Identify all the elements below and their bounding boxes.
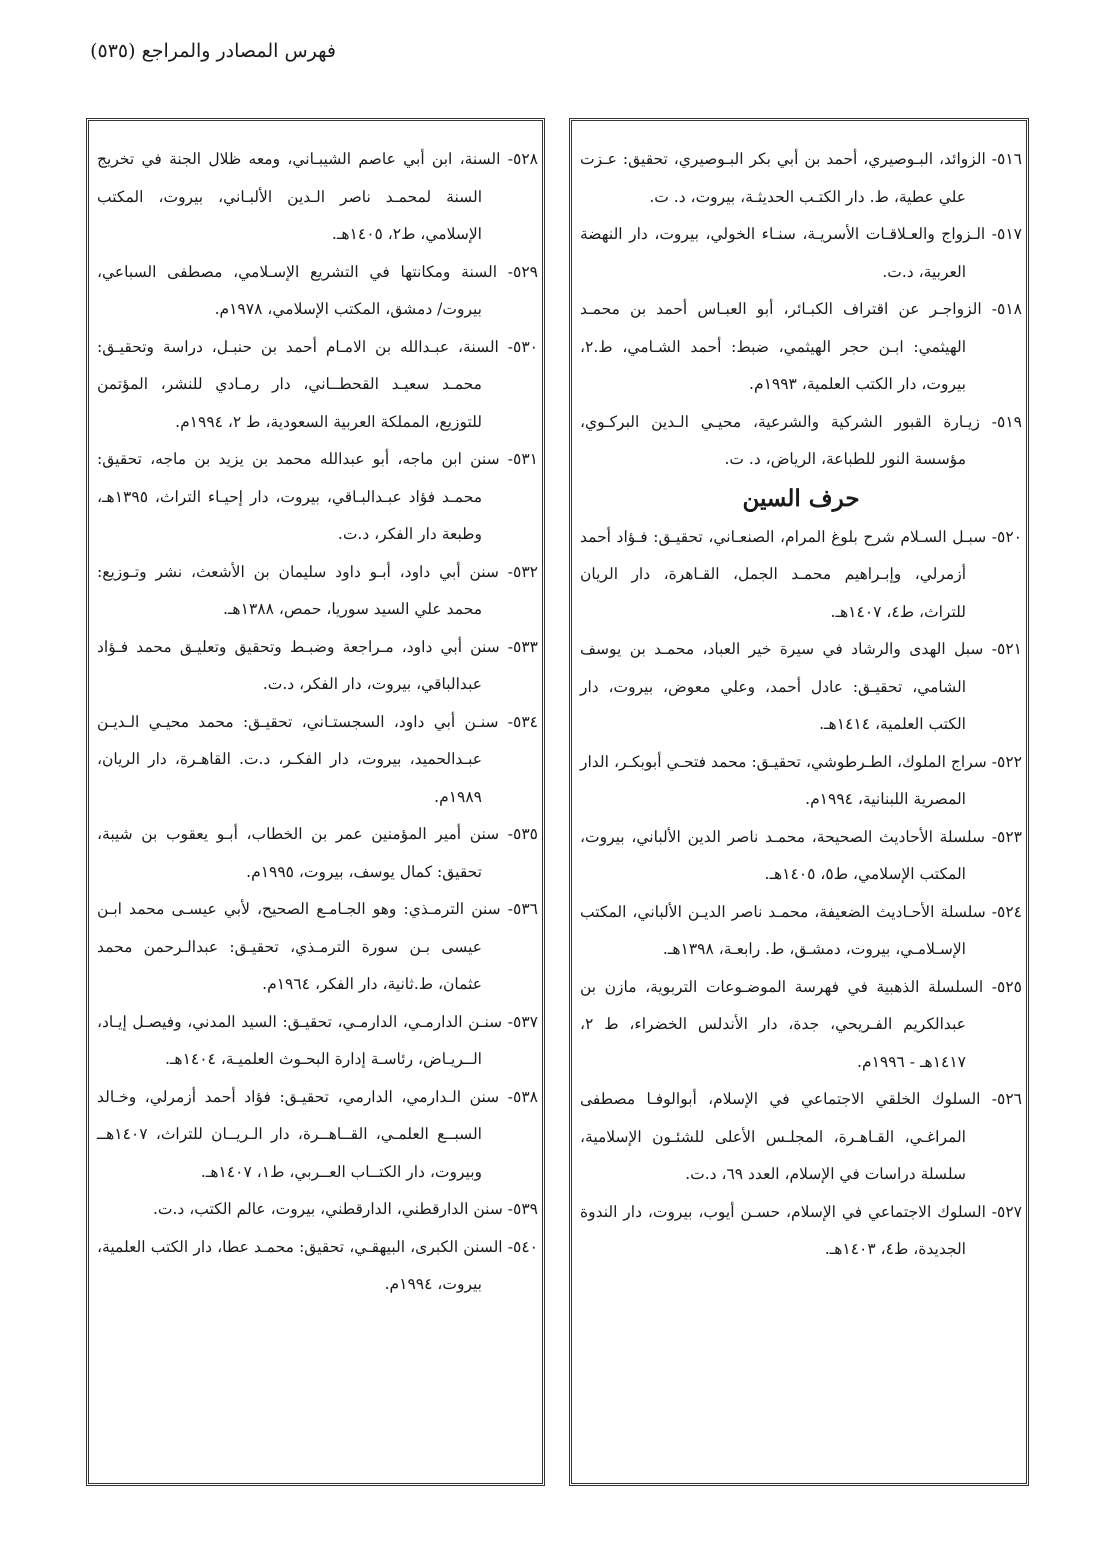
entry-number: ٥١٦- xyxy=(991,150,1022,168)
bibliography-entry xyxy=(580,404,1022,479)
entry-number: ٥٣٩- xyxy=(507,1200,538,1218)
entry-number: ٥٣٦- xyxy=(507,900,538,918)
entry-number: ٥٣٢- xyxy=(507,562,538,581)
entry-number: ٥٣١- xyxy=(507,450,538,468)
entry-text: سنن أبي داود، مـراجعة وضبـط وتحقيق وتعليـق محمد فـؤاد عبدالباقي، بيروت، دار الفكر، د.ت. xyxy=(97,637,500,693)
entry-text: السنة ومكانتها في التشريع الإسـلامي، مصطفى السباعي، بيروت/ دمشق، المكتب الإسلامي، ١٩٧٨م. xyxy=(97,262,498,318)
entry-text: سلسلة الأحاديث الصحيحة، محمـد ناصر الدين الألباني، بيروت، المكتب الإسلامي، ط٥، ١٤٠٥هـ. xyxy=(580,827,986,883)
bibliography-entry xyxy=(97,329,538,442)
entry-number: ٥٢٩- xyxy=(507,262,538,281)
entry-number: ٥٣٤- xyxy=(507,712,538,731)
bibliography-entry xyxy=(580,894,1022,969)
bibliography-entry xyxy=(97,1191,538,1229)
entry-number: ٥٣٠- xyxy=(507,337,538,356)
entry-text: سلسلة الأحـاديث الضعيفة، محمـد ناصر الديـن الألباني، المكتب الإسـلامـي، بيروت، دمشـق، ط. رابعـة، ١٣٩٨هـ. xyxy=(580,902,986,958)
entry-number: ٥٤٠- xyxy=(507,1237,538,1256)
entry-text: سنن الدارقطني، الدارقطني، بيروت، عالم الكتب، د.ت. xyxy=(152,1200,503,1218)
entry-number: ٥٢٧- xyxy=(991,1202,1022,1221)
section-heading: حرف السين xyxy=(742,484,860,512)
bibliography-entry xyxy=(97,254,538,329)
bibliography-entry xyxy=(97,704,538,817)
right-column-content xyxy=(580,141,1022,1269)
entry-text: سبل الهدى والرشاد في سيرة خير العباد، محمـد بن يوسف الشامي، تحقيـق: عادل أحمد، وعلي معوض، بيروت، دار الكتب العلمية، ١٤١٤هـ. xyxy=(580,640,984,733)
right-column xyxy=(569,118,1029,1486)
entry-number: ٥٢٥- xyxy=(991,977,1022,996)
bibliography-entry xyxy=(580,291,1022,404)
entry-text: سنن أمير المؤمنين عمر بن الخطاب، أبـو يعقوب بن شيبة، تحقيق: كمال يوسف، بيروت، ١٩٩٥م. xyxy=(97,825,500,881)
entry-number: ٥٣٨- xyxy=(507,1087,538,1106)
entry-text: سنن أبي داود، أبـو داود سليمان بن الأشعث، نشر وتـوزيع: محمد علي السيد سوريا، حمص، ١٣٨٨هـ. xyxy=(97,562,499,618)
entry-text: الـزواج والعـلاقـات الأسريـة، سنـاء الخولي، بيروت، دار النهضة العربية، د.ت. xyxy=(580,225,986,281)
bibliography-entry xyxy=(97,141,538,254)
entry-text: سنن ابن ماجه، أبو عبدالله محمد بن يزيد بن ماجه، تحقيق: محمـد فؤاد عبـدالبـاقي، بيروت، دار إحيـاء التراث، ١٣٩٥هـ، وطبعة دار الفكر، د.ت. xyxy=(97,450,500,543)
bibliography-entry xyxy=(580,969,1022,1082)
bibliography-entry xyxy=(580,141,1022,216)
entry-text: سنن الترمـذي: وهو الجـامـع الصحيح، لأبي عيسـى محمد ابـن عيسى بـن سورة الترمـذي، تحقيـق: عبدالـرحمن محمد عثمان، ط.ثانية، دار الفكر، ١٩٦٤م. xyxy=(97,900,501,993)
page-header-title: فهرس المصادر والمراجع (٥٣٥) xyxy=(90,40,336,62)
entry-number: ٥٢٤- xyxy=(991,902,1022,921)
left-column xyxy=(86,118,545,1486)
entry-text: سراج الملوك، الطـرطوشي، تحقيـق: محمد فتحـي أبوبكـر، الدار المصرية اللبنانية، ١٩٩٤م. xyxy=(580,752,987,808)
entry-number: ٥٣٧- xyxy=(507,1012,538,1031)
entry-number: ٥٣٥- xyxy=(507,825,538,843)
entry-number: ٥١٧- xyxy=(991,225,1022,243)
entry-text: زيـارة القبور الشركية والشرعية، محيـي الـدين البركـوي، مؤسسة النور للطباعة، الرياض، د. ت. xyxy=(580,412,980,468)
entry-text: السنة، ابن أبي عاصم الشيبـاني، ومعه ظلال الجنة في تخريج السنة لمحمـد ناصر الـدين الألبـاني، بيروت، المكتب الإسلامي، ط٢، ١٤٠٥هـ. xyxy=(97,150,501,243)
entry-number: ٥٢١- xyxy=(991,640,1022,658)
entry-text: السلوك الاجتماعي في الإسلام، حسـن أيوب، بيروت، دار الندوة الجديدة، ط٤، ١٤٠٣هـ. xyxy=(580,1202,986,1258)
entry-text: سنـن الدارمـي، الدارمـي، تحقيـق: السيد المدني، وفيصـل إيـاد، الــريـاض، رئاسـة إدارة البحـوث العلميـة، ١٤٠٤هـ. xyxy=(97,1012,503,1068)
entry-text: السنة، عبـدالله بن الامـام أحمد بن حنبـل، دراسة وتحقيـق: محمـد سعيـد القحطــاني، دار رمـادي للنشر، المؤتمن للتوزيع، المملكة العربية السعودية، ط ٢، ١٩٩٤م. xyxy=(97,337,499,431)
entry-number: ٥٣٣- xyxy=(507,637,538,656)
entry-number: ٥٢٠- xyxy=(991,527,1022,546)
entry-text: الزواجـر عن اقتراف الكبـائر، أبو العبـاس أحمد بن محمـد الهيثمي: ابـن حجر الهيثمي، ضبط: أحمد الشـامي، ط.٢، بيروت، دار الكتب العلمية، ١٩٩٣م. xyxy=(580,300,982,393)
entry-text: السلوك الخلقي الاجتماعي في الإسلام، أبوالوفـا مصطفى المراغـي، القـاهـرة، المجلـس الأعلى للشئـون الإسلامية، سلسلة دراسات في الإسلام، العدد ٦٩، د.ت. xyxy=(580,1090,981,1183)
bibliography-entry xyxy=(97,554,538,629)
entry-number: ٥٢٢- xyxy=(991,752,1022,771)
bibliography-entry xyxy=(97,441,538,554)
bibliography-entry xyxy=(580,519,1022,632)
entry-number: ٥٢٦- xyxy=(991,1090,1022,1108)
bibliography-entry xyxy=(97,1229,538,1304)
entry-text: سنـن أبي داود، السجستـاني، تحقيـق: محمد محيـي الـديـن عبـدالحميد، بيروت، دار الفكـر، د.ت. القاهـرة، دار الريان، ١٩٨٩م. xyxy=(97,712,499,806)
entry-number: ٥١٨- xyxy=(991,300,1022,318)
entry-text: سبـل السـلام شرح بلوغ المرام، الصنعـاني، تحقيـق: فـؤاد أحمد أزمرلي، وإبـراهيم محمـد الجمل، القـاهرة، دار الريان للتراث، ط٤، ١٤٠٧هـ. xyxy=(580,527,987,621)
bibliography-entry xyxy=(97,629,538,704)
left-column-content xyxy=(97,141,538,1304)
entry-number: ٥١٩- xyxy=(991,412,1022,431)
bibliography-entry xyxy=(97,1004,538,1079)
bibliography-entry xyxy=(580,1194,1022,1269)
bibliography-entry xyxy=(580,744,1022,819)
entry-text: السلسلة الذهبية في فهرسة الموضـوعات التربوية، مازن بن عبدالكريم الفـريحي، جدة، دار الأندلس الخضراء، ط ٢، ١٤١٧هـ - ١٩٩٦م. xyxy=(580,977,984,1071)
entry-text: الزوائد، البـوصيري، أحمد بن أبي بكر البـوصيري، تحقيق: عـزت علي عطية، ط. دار الكتـب الحديثـة، بيروت، د. ت. xyxy=(580,150,986,206)
bibliography-entry xyxy=(97,1079,538,1192)
entry-text: سنن الـدارمي، الدارمي، تحقيـق: فؤاد أحمد أزمرلي، وخـالد السبــع العلمـي، القــاهــرة، دار الـريــان للتراث، ١٤٠٧هــ وبيروت، دار الكتــاب العــربي، ط١، ١٤٠٧هـ. xyxy=(97,1087,500,1181)
bibliography-entry xyxy=(580,819,1022,894)
bibliography-entry xyxy=(580,1081,1022,1194)
entry-number: ٥٢٣- xyxy=(991,827,1022,846)
bibliography-entry xyxy=(580,631,1022,744)
entry-number: ٥٢٨- xyxy=(507,150,538,168)
bibliography-entry xyxy=(580,216,1022,291)
bibliography-entry xyxy=(97,816,538,891)
bibliography-entry xyxy=(97,891,538,1004)
entry-text: السنن الكبرى، البيهقـي، تحقيق: محمـد عطا، دار الكتب العلمية، بيروت، ١٩٩٤م. xyxy=(97,1237,503,1293)
